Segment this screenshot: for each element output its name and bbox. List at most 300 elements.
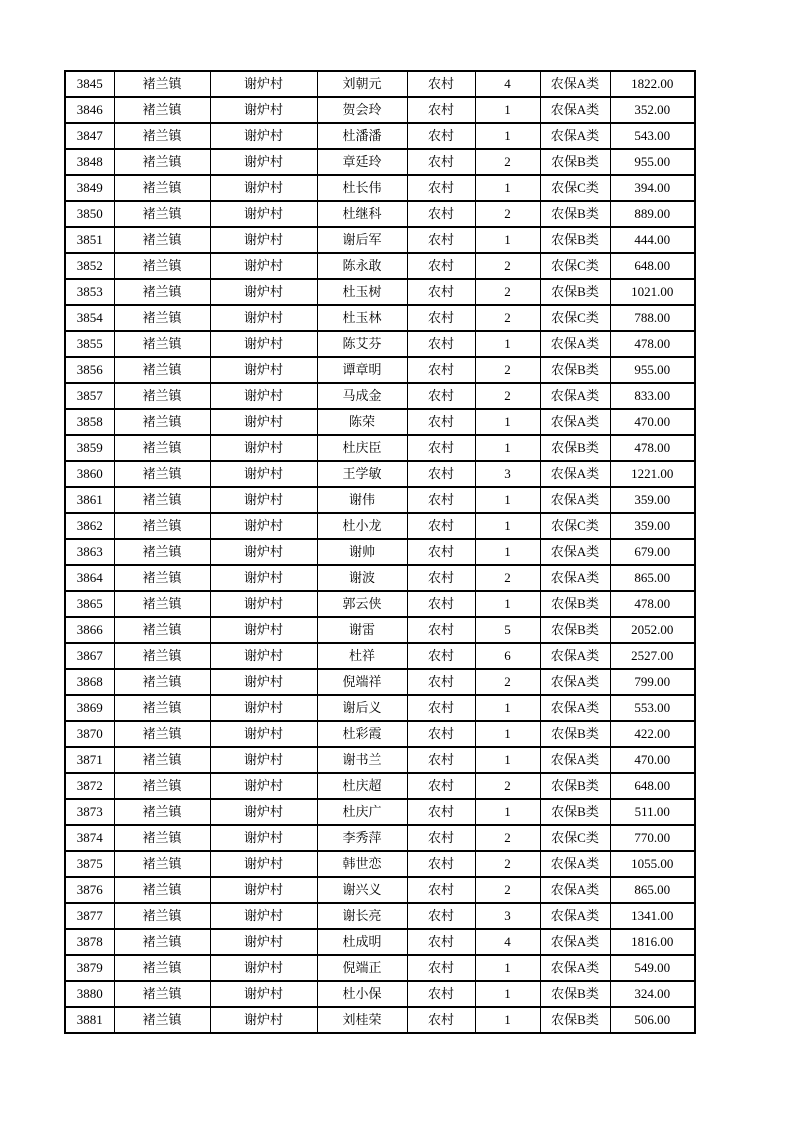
table-row (65, 695, 695, 721)
cell-insurance-category: 农保A类 (540, 383, 610, 409)
cell-town: 褚兰镇 (114, 435, 210, 461)
cell-person-name: 杜小保 (317, 981, 407, 1007)
cell-town: 褚兰镇 (114, 747, 210, 773)
cell-person-count: 2 (475, 773, 540, 799)
cell-person-name: 杜庆超 (317, 773, 407, 799)
cell-amount: 470.00 (610, 747, 695, 773)
cell-town: 褚兰镇 (114, 565, 210, 591)
cell-serial-number: 3848 (65, 149, 114, 175)
table-row (65, 903, 695, 929)
cell-person-name: 陈荣 (317, 409, 407, 435)
cell-person-name: 谢雷 (317, 617, 407, 643)
cell-amount: 865.00 (610, 877, 695, 903)
cell-person-name: 郭云侠 (317, 591, 407, 617)
table-row (65, 825, 695, 851)
cell-person-count: 1 (475, 955, 540, 981)
cell-serial-number: 3865 (65, 591, 114, 617)
cell-household-type: 农村 (407, 201, 475, 227)
cell-person-count: 3 (475, 461, 540, 487)
cell-household-type: 农村 (407, 929, 475, 955)
cell-village: 谢炉村 (210, 253, 317, 279)
cell-insurance-category: 农保A类 (540, 695, 610, 721)
cell-serial-number: 3846 (65, 97, 114, 123)
cell-insurance-category: 农保B类 (540, 201, 610, 227)
cell-insurance-category: 农保C类 (540, 513, 610, 539)
table-row (65, 1007, 695, 1033)
table-row (65, 565, 695, 591)
table-row (65, 71, 695, 97)
cell-serial-number: 3872 (65, 773, 114, 799)
table-row (65, 357, 695, 383)
roster-table (64, 70, 696, 1034)
cell-person-name: 谢帅 (317, 539, 407, 565)
cell-serial-number: 3852 (65, 253, 114, 279)
cell-serial-number: 3870 (65, 721, 114, 747)
cell-village: 谢炉村 (210, 435, 317, 461)
cell-town: 褚兰镇 (114, 721, 210, 747)
cell-insurance-category: 农保C类 (540, 253, 610, 279)
cell-person-name: 刘朝元 (317, 71, 407, 97)
cell-person-name: 刘桂荣 (317, 1007, 407, 1033)
cell-town: 褚兰镇 (114, 279, 210, 305)
cell-village: 谢炉村 (210, 851, 317, 877)
cell-village: 谢炉村 (210, 955, 317, 981)
cell-person-count: 1 (475, 487, 540, 513)
cell-insurance-category: 农保B类 (540, 227, 610, 253)
cell-person-count: 1 (475, 409, 540, 435)
cell-insurance-category: 农保A类 (540, 487, 610, 513)
cell-amount: 478.00 (610, 331, 695, 357)
cell-serial-number: 3862 (65, 513, 114, 539)
cell-serial-number: 3878 (65, 929, 114, 955)
cell-town: 褚兰镇 (114, 175, 210, 201)
table-row (65, 97, 695, 123)
cell-household-type: 农村 (407, 123, 475, 149)
table-row (65, 253, 695, 279)
table-row (65, 929, 695, 955)
cell-household-type: 农村 (407, 669, 475, 695)
cell-household-type: 农村 (407, 409, 475, 435)
cell-serial-number: 3868 (65, 669, 114, 695)
cell-person-name: 谢长亮 (317, 903, 407, 929)
cell-village: 谢炉村 (210, 487, 317, 513)
cell-village: 谢炉村 (210, 305, 317, 331)
cell-serial-number: 3860 (65, 461, 114, 487)
cell-amount: 2052.00 (610, 617, 695, 643)
cell-person-count: 1 (475, 227, 540, 253)
cell-household-type: 农村 (407, 539, 475, 565)
cell-town: 褚兰镇 (114, 71, 210, 97)
cell-amount: 788.00 (610, 305, 695, 331)
cell-person-name: 杜庆广 (317, 799, 407, 825)
cell-serial-number: 3857 (65, 383, 114, 409)
cell-person-name: 王学敏 (317, 461, 407, 487)
cell-insurance-category: 农保B类 (540, 149, 610, 175)
cell-village: 谢炉村 (210, 227, 317, 253)
cell-village: 谢炉村 (210, 929, 317, 955)
cell-person-count: 2 (475, 877, 540, 903)
cell-serial-number: 3864 (65, 565, 114, 591)
table-row (65, 617, 695, 643)
cell-person-name: 谢书兰 (317, 747, 407, 773)
cell-amount: 955.00 (610, 149, 695, 175)
cell-person-name: 杜成明 (317, 929, 407, 955)
cell-person-name: 谢兴义 (317, 877, 407, 903)
cell-person-name: 韩世恋 (317, 851, 407, 877)
cell-town: 褚兰镇 (114, 851, 210, 877)
cell-town: 褚兰镇 (114, 695, 210, 721)
cell-household-type: 农村 (407, 825, 475, 851)
cell-village: 谢炉村 (210, 279, 317, 305)
table-row (65, 201, 695, 227)
cell-insurance-category: 农保C类 (540, 825, 610, 851)
cell-town: 褚兰镇 (114, 409, 210, 435)
cell-person-count: 1 (475, 331, 540, 357)
cell-town: 褚兰镇 (114, 955, 210, 981)
cell-insurance-category: 农保A类 (540, 409, 610, 435)
cell-amount: 833.00 (610, 383, 695, 409)
cell-household-type: 农村 (407, 487, 475, 513)
cell-person-count: 2 (475, 565, 540, 591)
cell-amount: 511.00 (610, 799, 695, 825)
cell-town: 褚兰镇 (114, 357, 210, 383)
cell-town: 褚兰镇 (114, 461, 210, 487)
cell-insurance-category: 农保B类 (540, 279, 610, 305)
cell-household-type: 农村 (407, 565, 475, 591)
cell-village: 谢炉村 (210, 695, 317, 721)
cell-town: 褚兰镇 (114, 97, 210, 123)
cell-village: 谢炉村 (210, 383, 317, 409)
cell-household-type: 农村 (407, 903, 475, 929)
cell-household-type: 农村 (407, 71, 475, 97)
cell-town: 褚兰镇 (114, 331, 210, 357)
table-row (65, 435, 695, 461)
cell-person-name: 李秀萍 (317, 825, 407, 851)
cell-person-count: 1 (475, 123, 540, 149)
cell-town: 褚兰镇 (114, 513, 210, 539)
cell-amount: 359.00 (610, 487, 695, 513)
cell-amount: 648.00 (610, 773, 695, 799)
cell-amount: 1341.00 (610, 903, 695, 929)
cell-person-count: 3 (475, 903, 540, 929)
cell-village: 谢炉村 (210, 97, 317, 123)
cell-person-name: 谢波 (317, 565, 407, 591)
cell-town: 褚兰镇 (114, 773, 210, 799)
cell-serial-number: 3871 (65, 747, 114, 773)
cell-serial-number: 3858 (65, 409, 114, 435)
cell-person-count: 1 (475, 747, 540, 773)
cell-person-count: 2 (475, 305, 540, 331)
table-row (65, 409, 695, 435)
table-row (65, 513, 695, 539)
cell-household-type: 农村 (407, 591, 475, 617)
cell-insurance-category: 农保A类 (540, 71, 610, 97)
cell-amount: 648.00 (610, 253, 695, 279)
cell-household-type: 农村 (407, 305, 475, 331)
cell-village: 谢炉村 (210, 539, 317, 565)
cell-town: 褚兰镇 (114, 981, 210, 1007)
cell-village: 谢炉村 (210, 643, 317, 669)
cell-town: 褚兰镇 (114, 123, 210, 149)
cell-town: 褚兰镇 (114, 1007, 210, 1033)
cell-amount: 549.00 (610, 955, 695, 981)
cell-insurance-category: 农保A类 (540, 851, 610, 877)
cell-person-count: 1 (475, 695, 540, 721)
cell-serial-number: 3873 (65, 799, 114, 825)
cell-amount: 955.00 (610, 357, 695, 383)
cell-person-name: 杜彩霞 (317, 721, 407, 747)
cell-person-count: 2 (475, 357, 540, 383)
cell-amount: 506.00 (610, 1007, 695, 1033)
cell-person-count: 5 (475, 617, 540, 643)
table-row (65, 331, 695, 357)
cell-household-type: 农村 (407, 383, 475, 409)
cell-serial-number: 3879 (65, 955, 114, 981)
cell-serial-number: 3863 (65, 539, 114, 565)
cell-person-name: 马成金 (317, 383, 407, 409)
cell-village: 谢炉村 (210, 747, 317, 773)
cell-insurance-category: 农保A类 (540, 331, 610, 357)
cell-town: 褚兰镇 (114, 929, 210, 955)
cell-insurance-category: 农保A类 (540, 877, 610, 903)
cell-person-name: 陈永敢 (317, 253, 407, 279)
cell-town: 褚兰镇 (114, 903, 210, 929)
cell-person-count: 1 (475, 721, 540, 747)
cell-household-type: 农村 (407, 227, 475, 253)
cell-village: 谢炉村 (210, 903, 317, 929)
cell-insurance-category: 农保A类 (540, 955, 610, 981)
cell-insurance-category: 农保B类 (540, 981, 610, 1007)
cell-amount: 1816.00 (610, 929, 695, 955)
table-row (65, 773, 695, 799)
table-row (65, 851, 695, 877)
cell-village: 谢炉村 (210, 565, 317, 591)
table-row (65, 383, 695, 409)
cell-amount: 478.00 (610, 591, 695, 617)
cell-person-count: 2 (475, 279, 540, 305)
cell-serial-number: 3845 (65, 71, 114, 97)
cell-serial-number: 3849 (65, 175, 114, 201)
cell-town: 褚兰镇 (114, 669, 210, 695)
cell-insurance-category: 农保B类 (540, 617, 610, 643)
cell-amount: 1221.00 (610, 461, 695, 487)
cell-insurance-category: 农保A类 (540, 747, 610, 773)
cell-village: 谢炉村 (210, 799, 317, 825)
cell-insurance-category: 农保A类 (540, 97, 610, 123)
cell-serial-number: 3867 (65, 643, 114, 669)
cell-household-type: 农村 (407, 721, 475, 747)
cell-town: 褚兰镇 (114, 227, 210, 253)
cell-household-type: 农村 (407, 97, 475, 123)
cell-village: 谢炉村 (210, 773, 317, 799)
cell-town: 褚兰镇 (114, 487, 210, 513)
cell-person-count: 2 (475, 201, 540, 227)
cell-village: 谢炉村 (210, 409, 317, 435)
cell-household-type: 农村 (407, 981, 475, 1007)
cell-village: 谢炉村 (210, 981, 317, 1007)
cell-insurance-category: 农保C类 (540, 175, 610, 201)
cell-person-count: 1 (475, 435, 540, 461)
cell-household-type: 农村 (407, 877, 475, 903)
cell-serial-number: 3875 (65, 851, 114, 877)
cell-person-name: 谭章明 (317, 357, 407, 383)
cell-household-type: 农村 (407, 357, 475, 383)
cell-insurance-category: 农保A类 (540, 565, 610, 591)
cell-person-count: 1 (475, 981, 540, 1007)
table-row (65, 279, 695, 305)
cell-amount: 679.00 (610, 539, 695, 565)
cell-amount: 770.00 (610, 825, 695, 851)
cell-person-count: 6 (475, 643, 540, 669)
table-body (65, 71, 695, 1033)
cell-person-count: 2 (475, 149, 540, 175)
cell-amount: 889.00 (610, 201, 695, 227)
table-row (65, 643, 695, 669)
cell-serial-number: 3881 (65, 1007, 114, 1033)
cell-insurance-category: 农保B类 (540, 357, 610, 383)
cell-village: 谢炉村 (210, 175, 317, 201)
cell-town: 褚兰镇 (114, 149, 210, 175)
cell-village: 谢炉村 (210, 591, 317, 617)
cell-person-name: 章廷玲 (317, 149, 407, 175)
cell-insurance-category: 农保A类 (540, 903, 610, 929)
cell-person-count: 2 (475, 851, 540, 877)
cell-town: 褚兰镇 (114, 643, 210, 669)
cell-town: 褚兰镇 (114, 617, 210, 643)
cell-person-count: 4 (475, 929, 540, 955)
cell-person-count: 2 (475, 825, 540, 851)
table-row (65, 461, 695, 487)
cell-village: 谢炉村 (210, 71, 317, 97)
cell-person-count: 1 (475, 799, 540, 825)
cell-household-type: 农村 (407, 175, 475, 201)
cell-amount: 359.00 (610, 513, 695, 539)
cell-serial-number: 3853 (65, 279, 114, 305)
cell-household-type: 农村 (407, 513, 475, 539)
cell-person-count: 2 (475, 669, 540, 695)
cell-person-count: 2 (475, 383, 540, 409)
cell-person-name: 谢后义 (317, 695, 407, 721)
cell-person-name: 倪端正 (317, 955, 407, 981)
cell-amount: 799.00 (610, 669, 695, 695)
cell-person-name: 杜玉树 (317, 279, 407, 305)
cell-serial-number: 3866 (65, 617, 114, 643)
cell-serial-number: 3859 (65, 435, 114, 461)
cell-village: 谢炉村 (210, 357, 317, 383)
cell-person-count: 1 (475, 513, 540, 539)
cell-person-name: 杜长伟 (317, 175, 407, 201)
cell-person-name: 陈艾芬 (317, 331, 407, 357)
cell-insurance-category: 农保B类 (540, 1007, 610, 1033)
cell-household-type: 农村 (407, 851, 475, 877)
cell-amount: 444.00 (610, 227, 695, 253)
cell-insurance-category: 农保A类 (540, 461, 610, 487)
cell-amount: 1822.00 (610, 71, 695, 97)
cell-person-name: 贺会玲 (317, 97, 407, 123)
cell-person-name: 谢伟 (317, 487, 407, 513)
cell-person-name: 杜祥 (317, 643, 407, 669)
cell-serial-number: 3850 (65, 201, 114, 227)
cell-insurance-category: 农保B类 (540, 773, 610, 799)
cell-household-type: 农村 (407, 955, 475, 981)
cell-village: 谢炉村 (210, 513, 317, 539)
cell-town: 褚兰镇 (114, 539, 210, 565)
cell-insurance-category: 农保B类 (540, 435, 610, 461)
cell-village: 谢炉村 (210, 331, 317, 357)
cell-person-count: 1 (475, 1007, 540, 1033)
table-row (65, 799, 695, 825)
cell-household-type: 农村 (407, 331, 475, 357)
cell-insurance-category: 农保B类 (540, 591, 610, 617)
cell-person-name: 杜继科 (317, 201, 407, 227)
cell-household-type: 农村 (407, 435, 475, 461)
cell-village: 谢炉村 (210, 201, 317, 227)
cell-person-name: 杜庆臣 (317, 435, 407, 461)
table-row (65, 721, 695, 747)
cell-town: 褚兰镇 (114, 253, 210, 279)
cell-household-type: 农村 (407, 773, 475, 799)
cell-village: 谢炉村 (210, 461, 317, 487)
cell-serial-number: 3861 (65, 487, 114, 513)
cell-amount: 470.00 (610, 409, 695, 435)
cell-insurance-category: 农保B类 (540, 721, 610, 747)
cell-serial-number: 3877 (65, 903, 114, 929)
cell-town: 褚兰镇 (114, 383, 210, 409)
cell-person-count: 1 (475, 591, 540, 617)
cell-town: 褚兰镇 (114, 799, 210, 825)
cell-town: 褚兰镇 (114, 877, 210, 903)
cell-insurance-category: 农保A类 (540, 643, 610, 669)
cell-serial-number: 3856 (65, 357, 114, 383)
cell-village: 谢炉村 (210, 877, 317, 903)
cell-insurance-category: 农保A类 (540, 123, 610, 149)
cell-insurance-category: 农保C类 (540, 305, 610, 331)
cell-village: 谢炉村 (210, 825, 317, 851)
table-row (65, 747, 695, 773)
cell-household-type: 农村 (407, 149, 475, 175)
cell-household-type: 农村 (407, 617, 475, 643)
cell-household-type: 农村 (407, 1007, 475, 1033)
cell-household-type: 农村 (407, 747, 475, 773)
cell-person-name: 杜小龙 (317, 513, 407, 539)
cell-household-type: 农村 (407, 695, 475, 721)
cell-serial-number: 3855 (65, 331, 114, 357)
cell-village: 谢炉村 (210, 123, 317, 149)
cell-household-type: 农村 (407, 461, 475, 487)
cell-amount: 478.00 (610, 435, 695, 461)
table-row (65, 175, 695, 201)
cell-insurance-category: 农保B类 (540, 799, 610, 825)
cell-amount: 865.00 (610, 565, 695, 591)
table-row (65, 227, 695, 253)
table-row (65, 669, 695, 695)
cell-household-type: 农村 (407, 643, 475, 669)
cell-amount: 2527.00 (610, 643, 695, 669)
cell-amount: 553.00 (610, 695, 695, 721)
table-row (65, 539, 695, 565)
table-row (65, 591, 695, 617)
cell-person-count: 4 (475, 71, 540, 97)
cell-town: 褚兰镇 (114, 825, 210, 851)
cell-household-type: 农村 (407, 279, 475, 305)
cell-town: 褚兰镇 (114, 305, 210, 331)
table-row (65, 487, 695, 513)
cell-amount: 543.00 (610, 123, 695, 149)
cell-person-name: 谢后军 (317, 227, 407, 253)
cell-person-name: 杜玉林 (317, 305, 407, 331)
cell-serial-number: 3876 (65, 877, 114, 903)
cell-person-name: 倪端祥 (317, 669, 407, 695)
